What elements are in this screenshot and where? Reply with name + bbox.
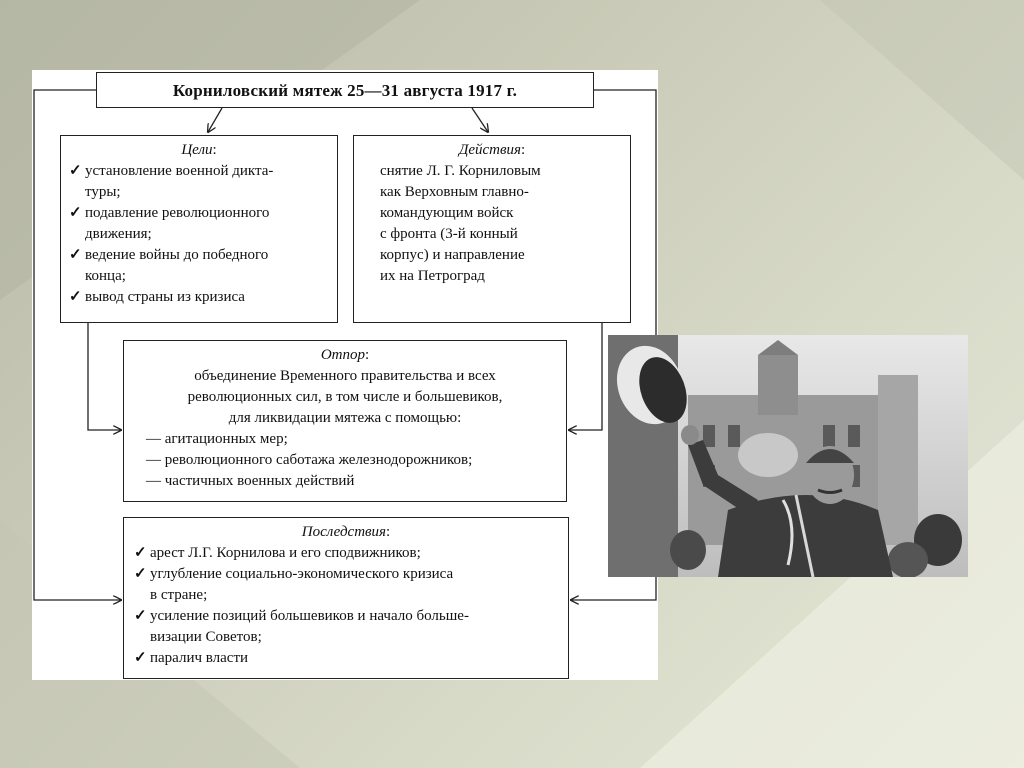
consequence-item: ✓ паралич власти xyxy=(134,648,558,669)
goals-heading-colon: : xyxy=(212,142,217,158)
goal-item: ✓ подавление революционного движения; xyxy=(69,203,329,245)
resistance-item: — революционного саботажа железнодорожников; xyxy=(146,452,473,468)
resistance-heading xyxy=(134,345,556,366)
consequences-box xyxy=(123,517,569,679)
actions-line: командующим войск xyxy=(380,205,514,221)
resistance-item: — агитационных мер; xyxy=(146,431,288,447)
arrow-to-actions xyxy=(472,108,488,132)
scheme-title: Корниловский мятеж 25—31 августа 1917 г. xyxy=(96,72,594,108)
consequence-item: ✓ углубление социально-экономического кризиса в стране; xyxy=(134,564,558,606)
consequences-heading-colon: : xyxy=(386,524,391,540)
actions-heading xyxy=(362,140,622,161)
goals-box xyxy=(60,135,338,323)
consequences-heading xyxy=(134,522,558,543)
goal-item: ✓ ведение войны до победного конца; xyxy=(69,245,329,287)
actions-heading-colon: : xyxy=(521,142,526,158)
photo-illustration xyxy=(608,335,968,577)
kornilov-photo xyxy=(608,335,968,577)
consequence-item: ✓ арест Л.Г. Корнилова и его сподвижников; xyxy=(134,543,558,564)
goals-heading-text: Цели xyxy=(181,142,213,158)
scheme-panel xyxy=(32,70,658,680)
goals-to-resistance-arrow xyxy=(88,323,121,430)
arrow-to-goals xyxy=(208,108,222,132)
goal-item: ✓ установление военной дикта- туры; xyxy=(69,161,329,203)
resistance-heading-text: Отпор xyxy=(320,347,365,363)
resistance-heading-colon: : xyxy=(365,347,370,363)
resistance-intro-line: для ликвидации мятежа с помощью: xyxy=(228,410,462,426)
actions-box xyxy=(353,135,631,323)
resistance-item: — частичных военных действий xyxy=(146,473,355,489)
consequences-heading-text: Последствия xyxy=(301,524,387,540)
resistance-intro-line: революционных сил, в том числе и большевиков, xyxy=(187,389,503,405)
consequence-item: ✓ усиление позиций большевиков и начало больше- визации Советов; xyxy=(134,606,558,648)
actions-line: с фронта (3-й конный xyxy=(380,226,518,242)
actions-line: их на Петроград xyxy=(380,268,485,284)
resistance-box xyxy=(123,340,567,502)
actions-line: корпус) и направление xyxy=(380,247,525,263)
actions-line: как Верховным главно- xyxy=(380,184,529,200)
actions-heading-text: Действия xyxy=(458,142,521,158)
resistance-intro-line: объединение Временного правительства и всех xyxy=(194,368,496,384)
actions-line: снятие Л. Г. Корниловым xyxy=(380,163,541,179)
actions-to-resistance-arrow xyxy=(569,323,602,430)
goals-heading xyxy=(69,140,329,161)
goal-item: ✓ вывод страны из кризиса xyxy=(69,287,329,308)
